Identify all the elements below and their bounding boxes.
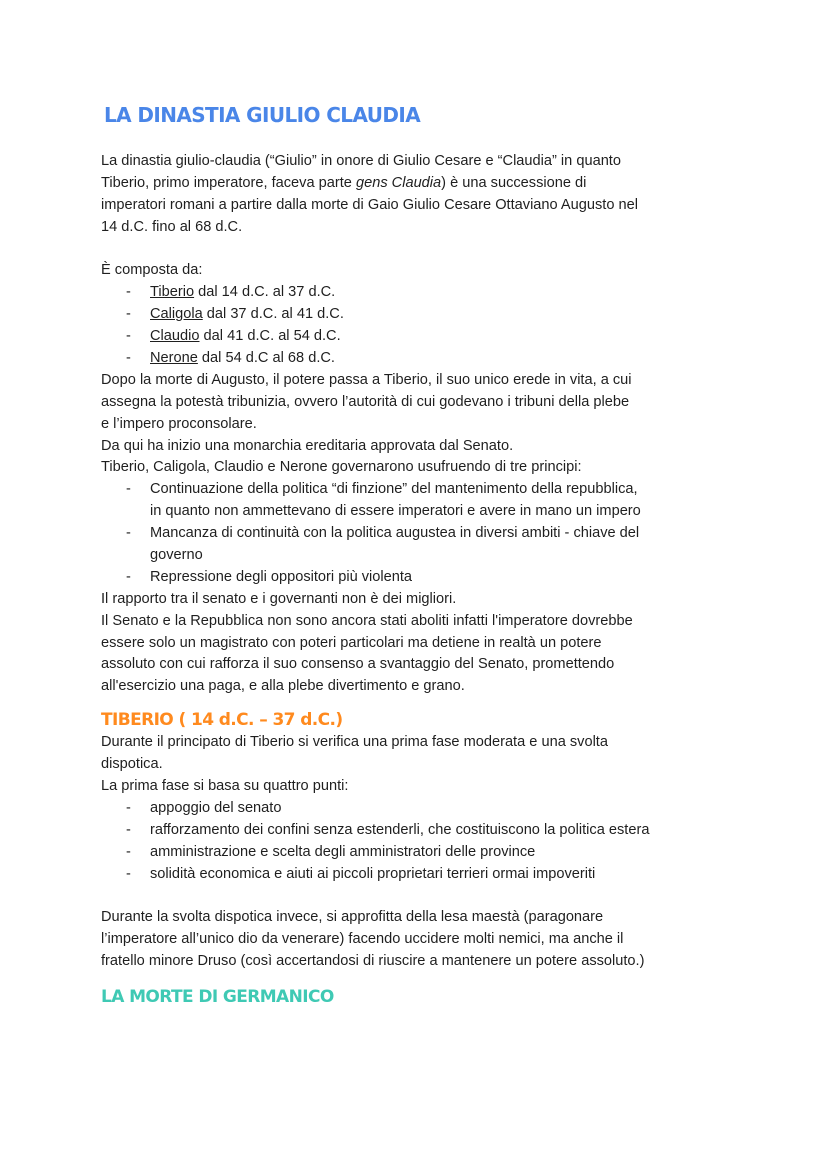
text-segment: amministrazione e scelta degli amministratori delle province: [150, 843, 536, 860]
text-segment: dal 41 d.C. al 54 d.C.: [199, 328, 341, 345]
text-line: [101, 217, 741, 239]
text-segment: assoluto con cui rafforza il suo consenso a svantaggio del Senato, promettendo: [101, 656, 615, 673]
text-segment: assegna la potestà tribunizia, ovvero l’autorità di cui godevano i tribuni della plebe: [101, 393, 630, 410]
blank-line: [101, 886, 741, 908]
text-segment: dal 14 d.C. al 37 d.C.: [194, 284, 336, 301]
text-segment: Tiberio, primo imperatore, faceva parte: [101, 174, 356, 191]
list-item: [101, 282, 741, 304]
list-item: [101, 326, 741, 348]
text-segment: È composta da:: [101, 262, 203, 279]
text-segment: La prima fase si basa su quattro punti:: [101, 778, 349, 795]
list-item: [101, 479, 741, 501]
text-line: [101, 611, 741, 633]
list-item-continuation: [101, 501, 741, 523]
text-segment: appoggio del senato: [150, 799, 282, 816]
text-segment: Continuazione della politica “di finzione” del mantenimento della repubblica,: [150, 481, 638, 498]
bullet-dash: -: [126, 481, 131, 498]
text-line: [101, 929, 741, 951]
text-segment: ) è una successione di: [441, 174, 587, 191]
text-line: [101, 392, 741, 414]
text-line: [101, 776, 741, 798]
blank-line: [101, 239, 741, 261]
text-segment: Il Senato e la Repubblica non sono ancora stati aboliti infatti l'imperatore dovrebbe: [101, 612, 633, 629]
bullet-dash: -: [126, 568, 131, 585]
bullet-dash: -: [126, 843, 131, 860]
list-item: [101, 348, 741, 370]
text-segment: all'esercizio una paga, e alla plebe divertimento e grano.: [101, 678, 465, 695]
text-segment: Da qui ha inizio una monarchia ereditaria approvata dal Senato.: [101, 437, 514, 454]
text-line: [101, 260, 741, 282]
list-item: [101, 820, 741, 842]
text-segment: Tiberio, Caligola, Claudio e Nerone governarono usufruendo di tre principi:: [101, 459, 582, 476]
text-line: [101, 151, 741, 173]
emperor-name: Caligola: [150, 306, 203, 323]
text-segment: essere solo un magistrato con poteri particolari ma detiene in realtà un potere: [101, 634, 602, 651]
text-segment: rafforzamento dei confini senza estenderli, che costituiscono la politica estera: [150, 821, 650, 838]
text-line: [101, 589, 741, 611]
bullet-dash: -: [126, 865, 131, 882]
text-segment: dispotica.: [101, 756, 163, 773]
emperor-name: Tiberio: [150, 284, 195, 301]
text-segment: dal 54 d.C al 68 d.C.: [197, 350, 335, 367]
text-segment: governo: [150, 547, 203, 564]
bullet-dash: -: [126, 821, 131, 838]
text-segment: Durante il principato di Tiberio si verifica una prima fase moderata e una svolta: [101, 734, 608, 751]
text-segment: Mancanza di continuità con la politica augustea in diversi ambiti - chiave del: [150, 525, 640, 542]
bullet-dash: -: [126, 284, 131, 301]
section-heading: TIBERIO ( 14 d.C. – 37 d.C.): [101, 710, 343, 731]
text-segment: Il rapporto tra il senato e i governanti non è dei migliori.: [101, 590, 457, 607]
text-segment: imperatori romani a partire dalla morte di Gaio Giulio Cesare Ottaviano Augusto nel: [101, 196, 638, 213]
text-line: [101, 907, 741, 929]
text-segment: Dopo la morte di Augusto, il potere passa a Tiberio, il suo unico erede in vita, a cui: [101, 371, 632, 388]
list-item: [101, 523, 741, 545]
text-segment: 14 d.C. fino al 68 d.C.: [101, 218, 243, 235]
text-line: [101, 414, 741, 436]
emperor-name: Nerone: [150, 350, 198, 367]
text-segment: l’imperatore all’unico dio da venerare) facendo uccidere molti nemici, ma anche il: [101, 931, 624, 948]
list-item: [101, 798, 741, 820]
text-segment: dal 37 d.C. al 41 d.C.: [202, 306, 344, 323]
text-line: [101, 370, 741, 392]
bullet-dash: -: [126, 799, 131, 816]
list-item: [101, 304, 741, 326]
text-segment: Durante la svolta dispotica invece, si approfitta della lesa maestà (paragonare: [101, 909, 604, 926]
emperor-name: Claudio: [150, 328, 200, 345]
bullet-dash: -: [126, 525, 131, 542]
text-line: [101, 633, 741, 655]
text-line: [101, 436, 741, 458]
document-title: LA DINASTIA GIULIO CLAUDIA: [104, 103, 421, 127]
text-segment: e l’impero proconsolare.: [101, 415, 257, 432]
text-segment: solidità economica e aiuti ai piccoli proprietari terrieri ormai impoveriti: [150, 865, 596, 882]
list-item: [101, 842, 741, 864]
bullet-dash: -: [126, 350, 131, 367]
text-segment: in quanto non ammettevano di essere imperatori e avere in mano un impero: [150, 503, 641, 520]
text-segment: La dinastia giulio-claudia (“Giulio” in onore di Giulio Cesare e “Claudia” in quanto: [101, 153, 621, 169]
text-line: [101, 754, 741, 776]
text-segment: fratello minore Druso (così accertandosi di riuscire a mantenere un potere assoluto.): [101, 953, 645, 970]
section-heading: LA MORTE DI GERMANICO: [101, 987, 334, 1008]
text-line: [101, 173, 741, 195]
text-line: [101, 732, 741, 754]
text-line: [101, 195, 741, 217]
text-line: [101, 654, 741, 676]
italic-text: gens Claudia: [355, 174, 442, 191]
document-body: [101, 151, 741, 1009]
document-page: [101, 100, 741, 1009]
text-segment: Repressione degli oppositori più violenta: [150, 568, 413, 585]
bullet-dash: -: [126, 306, 131, 323]
bullet-dash: -: [126, 328, 131, 345]
text-line: [101, 457, 741, 479]
list-item-continuation: [101, 545, 741, 567]
text-line: [101, 951, 741, 973]
list-item: [101, 864, 741, 886]
text-line: [101, 676, 741, 698]
list-item: [101, 567, 741, 589]
